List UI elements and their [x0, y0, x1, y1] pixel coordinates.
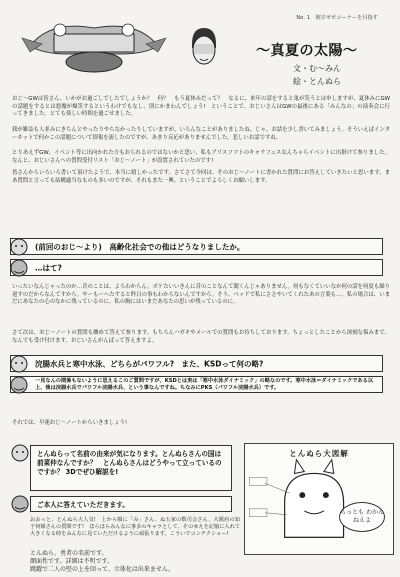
speech-bubble: ちっとも わかんねえよ: [339, 502, 385, 532]
question-text: とんぬらって名前の由来が気になります。とんぬらさんの国は前菜仲なんですか？ とんぬらさんはどうやって立っているのですか？ 3Dでぜひ解説を!: [37, 450, 222, 476]
section-intro: それでは、早速おじ〜ノートからいきましょう!: [12, 420, 128, 426]
answer-text: 一見なんの関係もないように思えるこのご質問ですが、KSDとは実は「寒中水泳ダイナミック」の略なのです。寒中水泳＝ダイナミックである以上、後は浣腸水兵でパワフル浣腸水兵、という事なんですね。ちなみにPKS（パワフル浣腸水兵）です。: [35, 377, 374, 391]
avatar-icon: [9, 354, 29, 374]
series-logo: [20, 18, 168, 76]
intro-paragraph: 我が雑誌も人並みにきちんとやったりやらなかったりしていますが、いろんなことがありましたね。じゃ、お話を少し書いてみましょう。そういえばインターネットで何かこの話題について情報を流したのですが、あまり反応がありませんでした。悲しいお話ですね。: [12, 127, 390, 141]
answer-header-text: ご本人に答えていただきます。: [37, 501, 129, 509]
old-man-avatar-icon: [10, 494, 30, 514]
answer-box: [10, 376, 383, 393]
footer-line: 顔面性です。詳細は不明です。: [30, 558, 114, 565]
question-text: 浣腸水兵と寒中水泳、どちらがパワフル? また、KSDって何の略?: [35, 359, 264, 368]
writer-credit: 文・む〜みん: [293, 64, 341, 73]
answer-text: …はて?: [35, 263, 62, 272]
page-number: No. 1 彼岸ゼポコーナーを目指す: [296, 15, 378, 21]
old-man-avatar-icon: [9, 375, 29, 395]
avatar-icon: [9, 237, 29, 257]
avatar-icon: [10, 443, 30, 463]
question-box: [30, 445, 232, 491]
intro-paragraph: おじ〜GWは皆さん、いかがお過ごしでしたでしょうか？ 何？ もう夏休みだって？ なるに、来年の話をすると鬼が笑うとは申しますが、夏休みにGWの話題をするとは悪魔が爆笑するというわけでもなし、別にかまわんでしょう! ということで、おじいさんはGWの最後にある「みんなの」の演奏会に行ってきました。とても楽しい時間を過ごせました。: [12, 96, 390, 118]
answer-header-box: [30, 496, 232, 512]
artist-credit: 絵・とんぬら: [293, 77, 341, 86]
character-face-icon: [188, 26, 220, 68]
old-man-avatar-icon: [9, 258, 29, 278]
page-title: 〜真夏の太陽〜: [256, 43, 358, 59]
body-paragraph: さて次は、おじ〜ノートの質問も纏めて答えて参ります。もちろんハガキやメールでの質問もお待ちしております。ちょっとしたことから深刻な悩みまで、なんでも受け付けます。おじいさんがんばって答えますよ。: [12, 330, 390, 344]
intro-paragraph: 皆さんからいろいろ書いて頂けたようで、本当に嬉しかったです。さてさて今回は、そのおじ〜ノートに書かれた質問にお答えしていきたいと思います。まあ質問と言っても結構適当なものも多いのですが、それもまた一興、ということでよろしくお願いします。: [12, 170, 390, 184]
question-box: [10, 238, 383, 255]
body-paragraph: いったいなんじゃったのか…昔のことは、よろわからん。ボケたいいきんに昔のことなんて聞くんじゃありません。何もなくていいなか何の話を何度も繰り返すのだからなんてすから。やーもーへたすると昨日の事もわからないんですから。そう、ベッドで私にささやいてくれたあの言葉も…。私の場合は、いまだにあなたの心のなかに残っているのに。私の胸にはいまだあなたの思いが残っているのに。: [12, 284, 390, 306]
tonnura-figure-icon: [245, 444, 393, 554]
diagram-title: とんぬら大図解: [289, 449, 349, 458]
question-box: [10, 355, 383, 372]
tonnura-diagram: [244, 443, 394, 555]
answer-paragraph: おおっと、とんぬら大人気! 上から順に「み」さん、ぬ五家の数司会さん、大阪府の知子何様さんの質問です! ほらほらみんなに事多のキャラとして、そのゆえを記憶に入れて大きくなる時をみんなに見ていただけるように頑張ります。こういでコンチクショー!: [30, 517, 240, 537]
answer-box: [10, 259, 383, 276]
intro-paragraph: とりあえずGW、イベント等に出向かれた方もおられるのではないかと思い、私もアリスソフトのキャラフェスなんちゃらイベントに出掛けて参りました。なんと、おじいさんへの質問受付リスト「おじ〜ノート」が設置されていたのです!: [12, 150, 390, 164]
question-text: (前回のおじ〜より) 高齢化社会での他はどうなりましたか。: [35, 242, 245, 251]
footer-line: とんぬら、勇者の名前です。: [30, 550, 108, 557]
footer-line: 跳躍で二人の堅の上を回って、立体化は出来ません。: [30, 566, 175, 573]
